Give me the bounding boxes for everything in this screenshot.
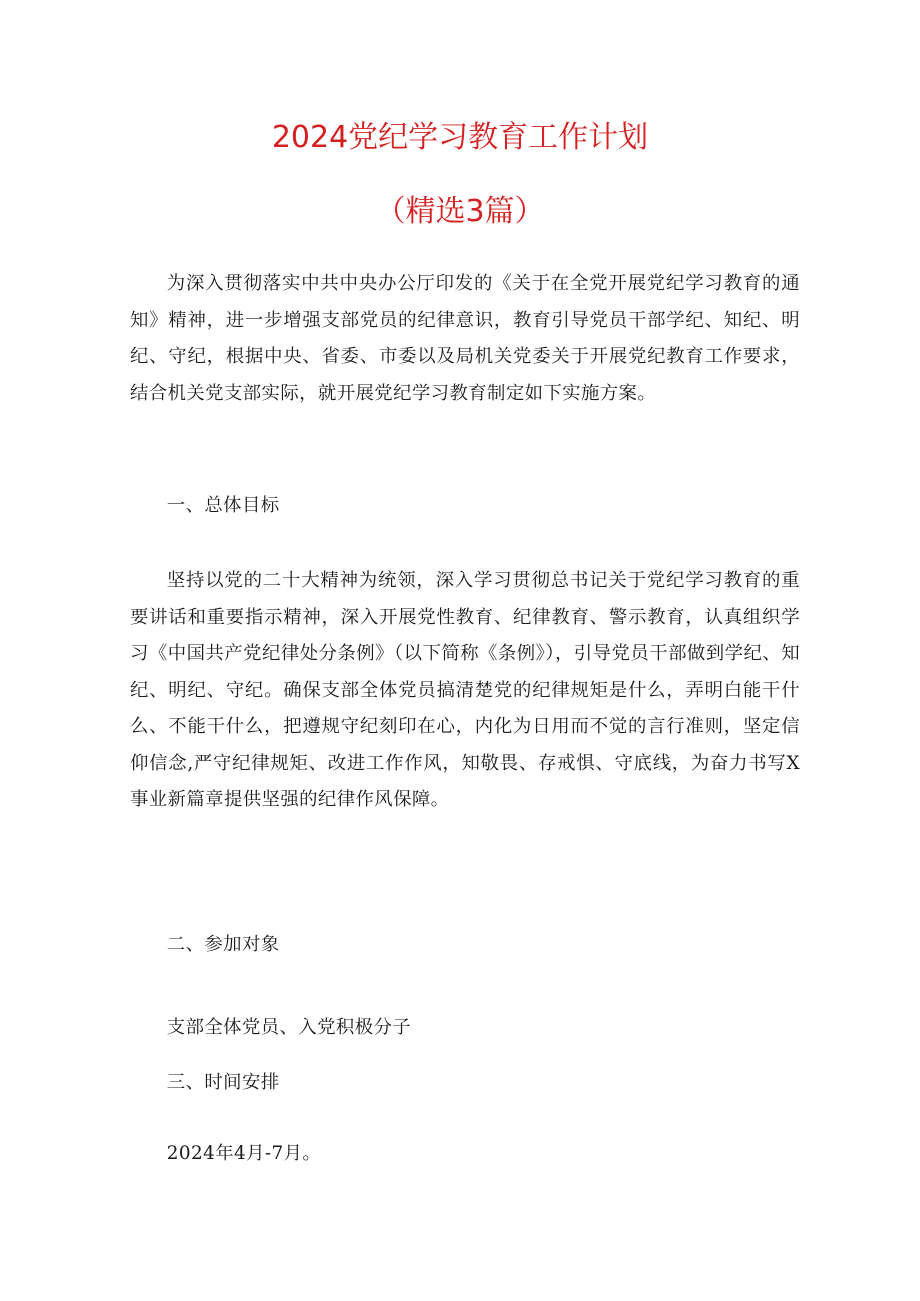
section-1-paragraph xyxy=(130,563,800,819)
intro-text: 为深入贯彻落实中共中央办公厅印发的《关于在全党开展党纪学习教育的通知》精神，进一步增强支部党员的纪律意识，教育引导党员干部学纪、知纪、明纪、守纪，根据中央、省委、市委以及局机关党委关于开展党纪教育工作要求，结合机关党支部实际，就开展党纪学习教育制定如下实施方案。 xyxy=(130,273,800,404)
section-2-heading: 二、参加对象 xyxy=(166,934,280,955)
section-2-heading-block xyxy=(130,927,800,964)
section-3-paragraph xyxy=(130,1136,800,1173)
document-subtitle: （精选3篇） xyxy=(375,194,545,229)
intro-paragraph xyxy=(130,266,800,412)
section-1-heading: 一、总体目标 xyxy=(166,495,280,516)
section-3-heading: 三、时间安排 xyxy=(166,1072,280,1093)
section-2-text: 支部全体党员、入党积极分子 xyxy=(166,1017,412,1038)
section-1-text: 坚持以党的二十大精神为统领，深入学习贯彻总书记关于党纪学习教育的重要讲话和重要指示精神，深入开展党性教育、纪律教育、警示教育，认真组织学习《中国共产党纪律处分条例》（以下简称《条例》），引导党员干部做到学纪、知纪、明纪、守纪。确保支部全体党员搞清楚党的纪律规矩是什么，弄明白能干什么、不能干什么，把遵规守纪刻印在心，内化为日用而不觉的言行准则，坚定信仰信念,严守纪律规矩、改进工作作风，知敬畏、存戒惧、守底线，为奋力书写X事业新篇章提供坚强的纪律作风保障。 xyxy=(130,570,800,810)
section-2-paragraph xyxy=(130,1010,800,1047)
section-1-heading-block xyxy=(130,488,800,525)
section-3-heading-block xyxy=(130,1065,800,1102)
document-title: 2024党纪学习教育工作计划 xyxy=(271,120,649,155)
section-3-text: 2024年4月-7月。 xyxy=(166,1143,322,1164)
